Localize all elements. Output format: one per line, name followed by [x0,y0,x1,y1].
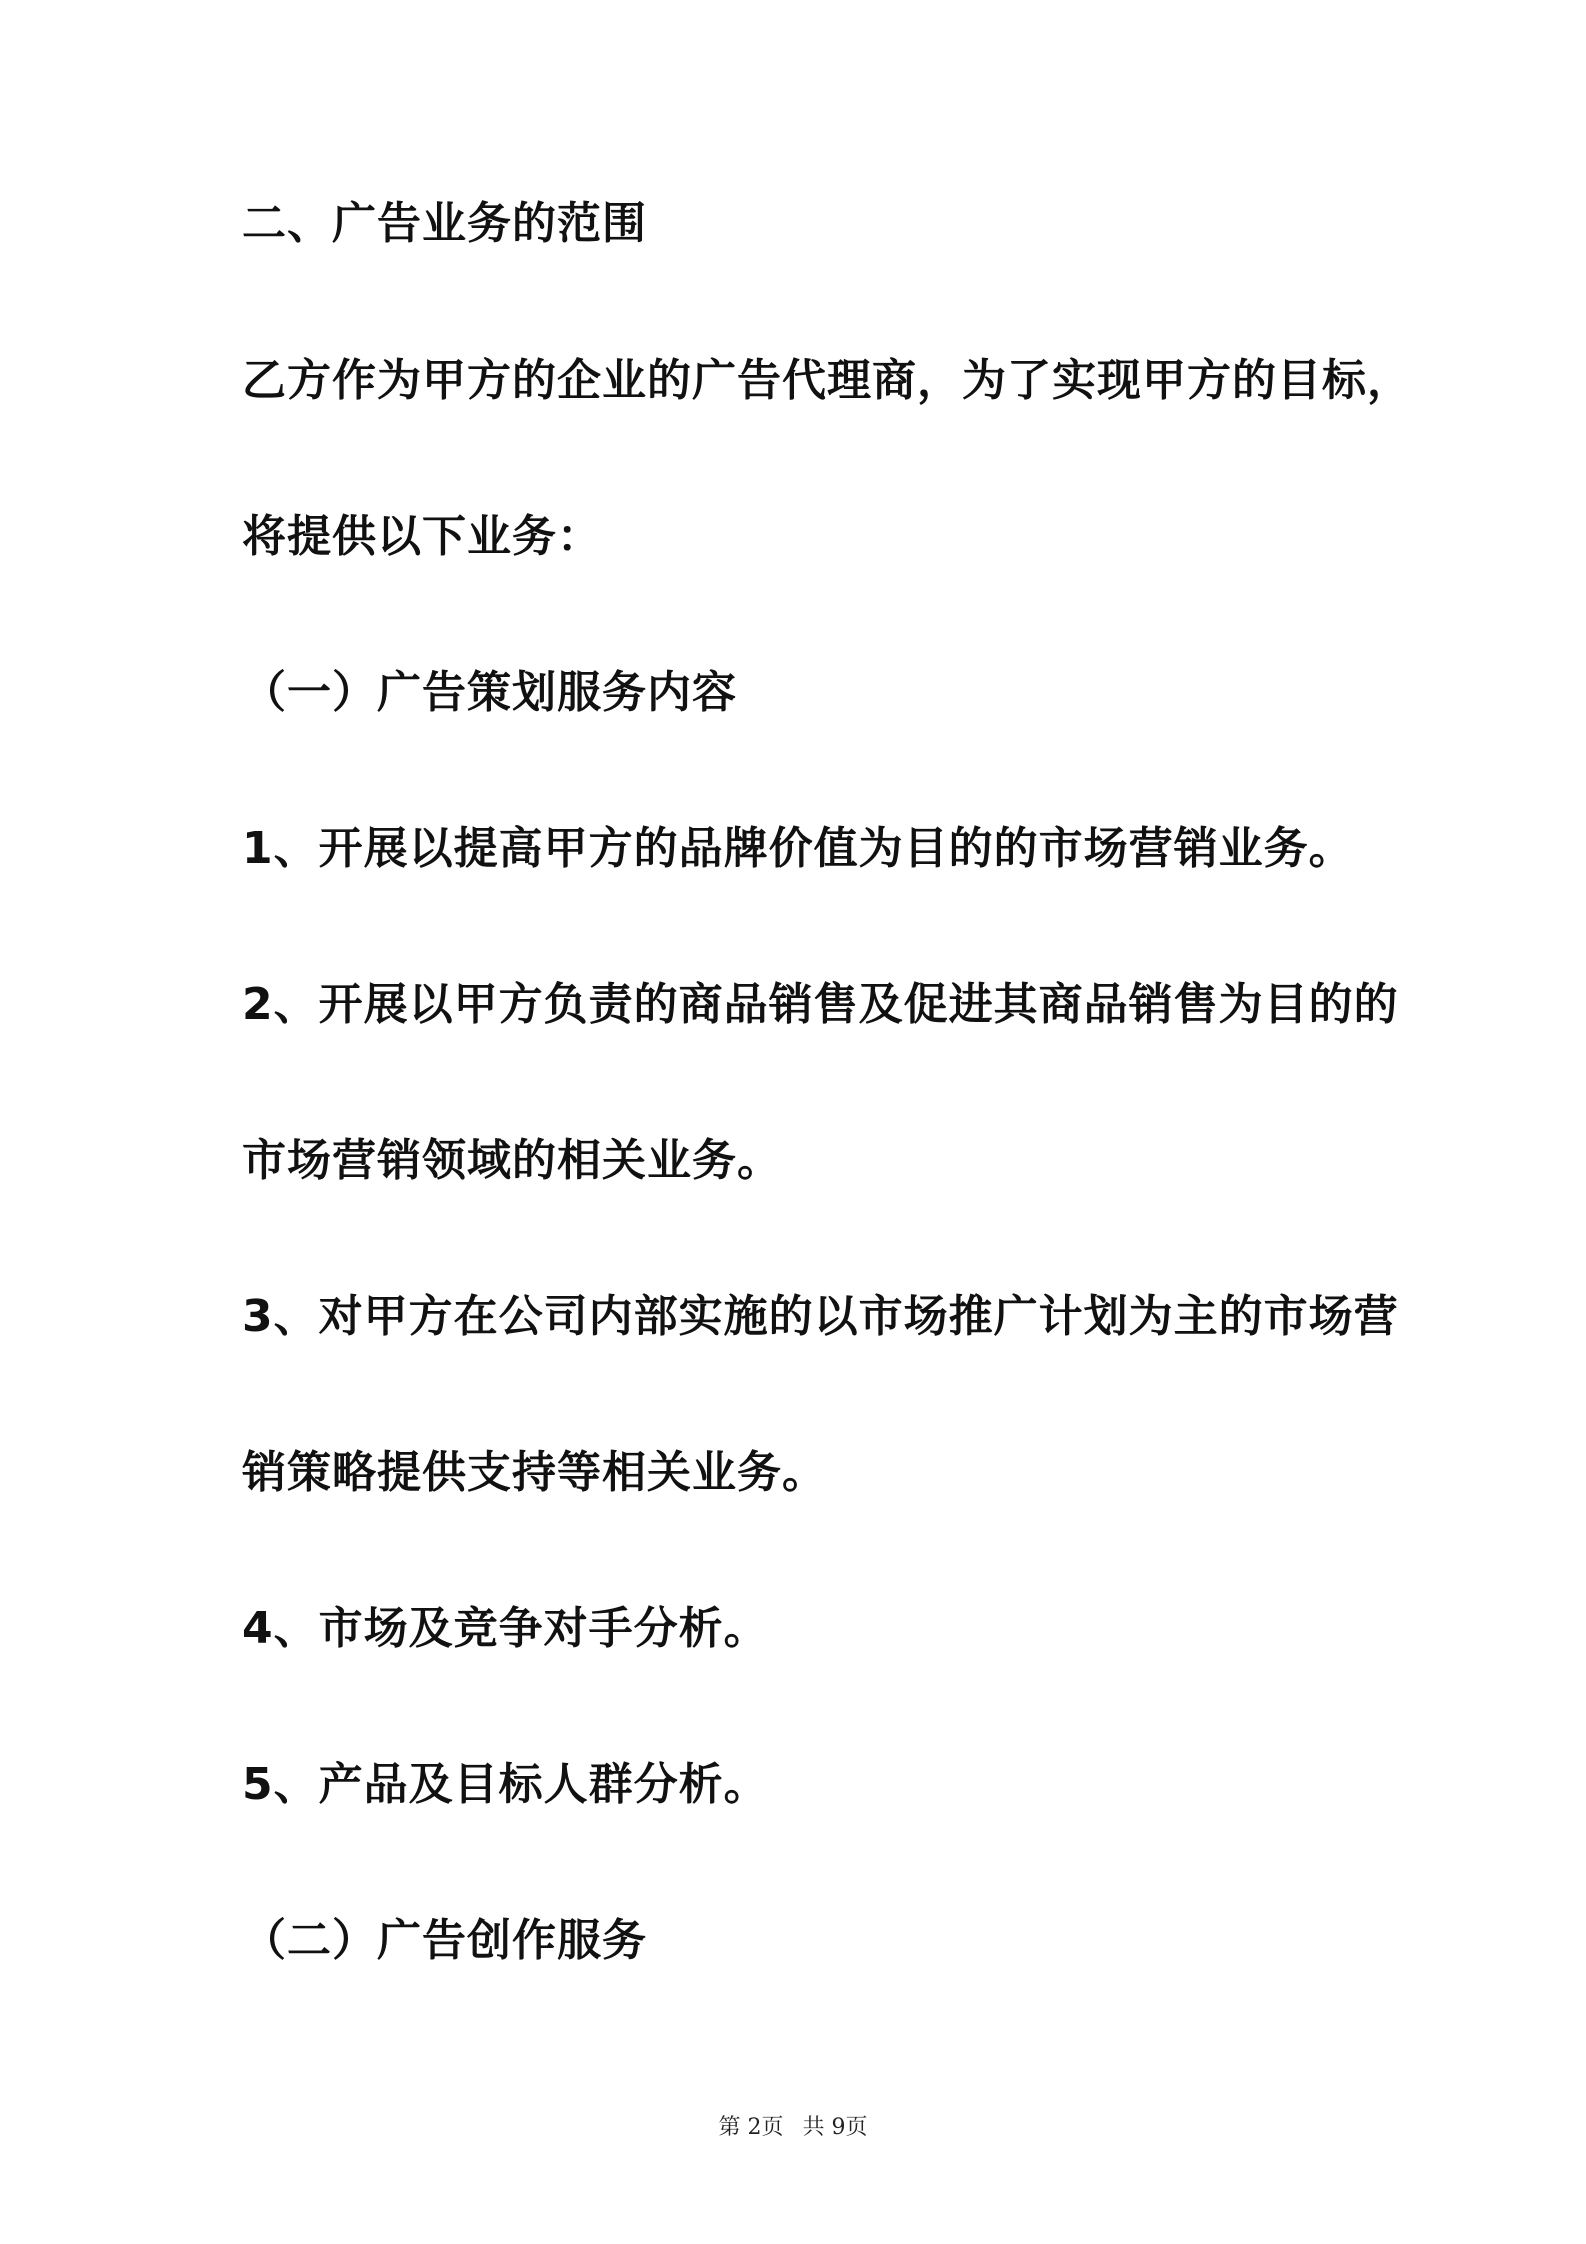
paragraph-line: 将提供以下业务： [242,511,602,562]
list-item: 1、开展以提高甲方的品牌价值为目的的市场营销业务。 [242,823,1354,874]
section-heading: 二、广告业务的范围 [242,198,647,249]
list-item: 4、市场及竞争对手分析。 [242,1603,769,1654]
list-item: 2、开展以甲方负责的商品销售及促进其商品销售为目的的 [242,979,1399,1030]
list-item: 5、产品及目标人群分析。 [242,1759,769,1810]
list-item: 3、对甲方在公司内部实施的以市场推广计划为主的市场营 [242,1291,1399,1342]
list-item-continuation: 市场营销领域的相关业务。 [242,1135,782,1186]
page-total: 共 9页 [802,2115,868,2140]
page-footer [0,2114,1586,2142]
paragraph-line: 乙方作为甲方的企业的广告代理商，为了实现甲方的目标， [242,355,1412,406]
list-item-continuation: 销策略提供支持等相关业务。 [242,1447,827,1498]
subsection-heading: （一）广告策划服务内容 [242,667,737,718]
page-number: 第 2页 [718,2115,784,2140]
subsection-heading: （二）广告创作服务 [242,1915,647,1966]
